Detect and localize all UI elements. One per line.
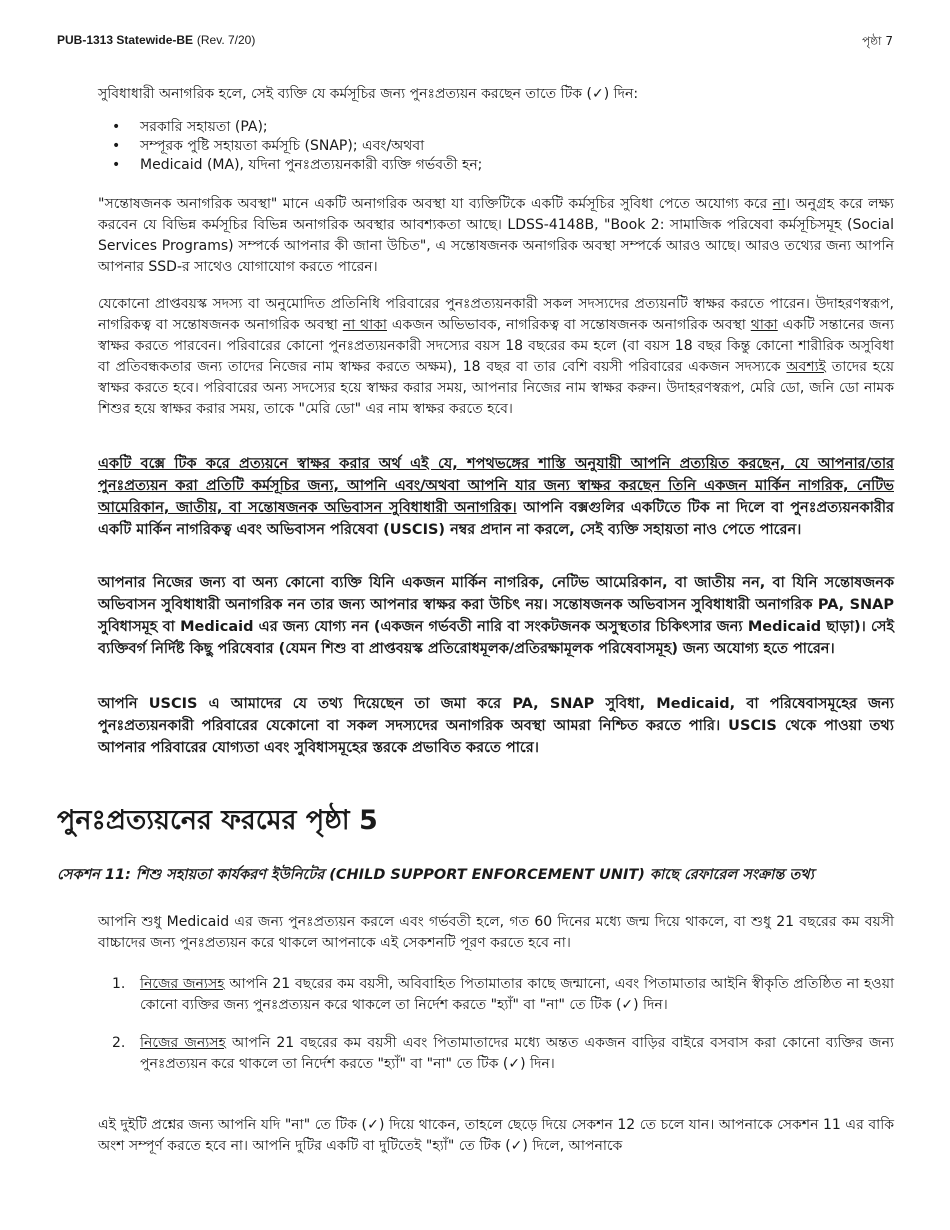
- question-text: আপনি 21 বছরের কম বয়সী এবং পিতামাতাদের মধ্যে অন্তত একজন বাড়ির বাইরে বসবাস করা কোনো ব্যক্তির জন্য পুনঃপ্রত্যয়ন করে থাকলে তা নির্দেশ করতে "হ্যাঁ" বা "না" তে টিক (✓) দিন।: [140, 1035, 894, 1072]
- section-11-intro-text: আপনি শুধু Medicaid এর জন্য পুনঃপ্রত্যয়ন করলে এবং গর্ভবতী হলে, গত 60 দিনের মধ্যে জন্ম দিয়ে থাকলে, বা শুধু 21 বছরের কম বয়সী বাচ্চাদের জন্য পুনঃপ্রত্যয়ন করে থাকলে আপনাকে এই সেকশনটি পূরণ করতে হবে না।: [98, 914, 894, 951]
- para1-text-a: "সন্তোষজনক অনাগরিক অবস্থা" মানে একটি অনাগরিক অবস্থা যা ব্যক্তিটিকে একটি কর্মসূচির সুবিধা পেতে অযোগ্য করে: [98, 196, 773, 212]
- section-11-intro: [98, 912, 894, 954]
- uscis-text: আপনি USCIS এ আমাদের যে তথ্য দিয়েছেন তা জমা করে PA, SNAP সুবিধা, Medicaid, বা পরিষেবাসমূহের জন্য পুনঃপ্রত্যয়নকারী পরিবারের যেকোনো বা সকল সদস্যদের অনাগরিক অবস্থা আমরা নিশ্চিত করতে পারি। USCIS থেকে পাওয়া তথ্য আপনার পরিবারের যোগ্যতা এবং সুবিধাসমূহের স্তরকে প্রভাবিত করতে পারে।: [98, 696, 894, 756]
- skip-instruction-text: এই দুইটি প্রশ্নের জন্য আপনি যদি "না" তে টিক (✓) দিয়ে থাকেন, তাহলে ছেড়ে দিয়ে সেকশন 12 তে চলে যান। আপনাকে সেকশন 11 এর বাকি অংশ সম্পূর্ণ করতে হবে না। আপনি দুটির একটি বা দুটিতেই "হ্যাঁ" তে টিক (✓) দিলে, আপনাকে: [98, 1117, 894, 1154]
- uscis-paragraph: [98, 693, 894, 759]
- program-item-pa: • সরকারি সহায়তা (PA);: [112, 118, 482, 137]
- para1-text-b: । অনুগ্রহ করে লক্ষ্য করবেন যে বিভিন্ন কর্মসূচির বিভিন্ন অনাগরিক অবস্থার আবশ্যকতা আছে। LDSS-4148B, "Book 2: সামাজিক পরিষেবা কর্মসূচিসমূহ (Social Services Programs) সম্পর্কে আপনার কী জানা উচিত", এ সন্তোষজনক অনাগরিক অবস্থা সম্পর্কে আরও আছে। আরও তথ্যের জন্য আপনি আপনার SSD-র সাথেও যোগাযোগ করতে পারেন।: [98, 196, 894, 275]
- para2-underlined-1: না থাকা: [342, 317, 387, 333]
- question-underlined: নিজের জন্যসহ: [140, 976, 225, 992]
- para2-underlined-2: থাকা: [750, 317, 778, 333]
- question-1: [112, 974, 894, 1016]
- question-list: [112, 974, 894, 1075]
- intro-text: [98, 84, 894, 105]
- question-number: 2.: [112, 1035, 126, 1051]
- perjury-rest: আপনি বক্সগুলির একটিতে টিক না দিলে বা পুনঃপ্রত্যয়নকারীর একটি মার্কিন নাগরিকত্ব এবং অভিবাসন পরিষেবা (USCIS) নম্বর প্রদান না করলে, সেই ব্যক্তি সহায়তা নাও পেতে পারেন।: [98, 500, 894, 538]
- para2-text-d: তাদের হয়ে স্বাক্ষর করতে হবে। পরিবারের অন্য সদস্যের হয়ে স্বাক্ষর করার সময়, আপনার নিজের নাম স্বাক্ষর করুন। উদাহরণস্বরূপ, মেরি ডো, জনি ডো নামক শিশুর হয়ে স্বাক্ষর করার সময়, তাকে "মেরি ডো" এর নাম স্বাক্ষর করতে হবে।: [98, 359, 894, 417]
- program-list: [112, 118, 482, 175]
- immigration-text: আপনার নিজের জন্য বা অন্য কোনো ব্যক্তি যিনি একজন মার্কিন নাগরিক, নেটিভ আমেরিকান, বা জাতীয় নন, বা যিনি সন্তোষজনক অভিবাসন সুবিধাধারী অনাগরিক নন তার জন্য আপনার স্বাক্ষর করা উচিৎ নয়। সন্তোষজনক অভিবাসন সুবিধাধারী অনাগরিক PA, SNAP সুবিধাসমূহ বা Medicaid এর জন্য যোগ্য নন (একজন গর্ভবতী নারি বা সংকটজনক অসুস্থতার চিকিৎসার জন্য Medicaid ছাড়া)। সেই ব্যক্তিবর্গ নির্দিষ্ট কিছু পরিষেবার (যেমন শিশু বা প্রাপ্তবয়স্ক প্রতিরোধমূলক/প্রতিরক্ষামূলক পরিষেবাসমূহ) জন্য অযোগ্য হতে পারেন।: [98, 575, 894, 657]
- immigration-paragraph: [98, 572, 894, 660]
- program-item-snap: • সম্পূরক পুষ্টি সহায়তা কর্মসূচি (SNAP); এবং/অথবা: [112, 137, 482, 156]
- page-header: [57, 33, 893, 53]
- question-2: [112, 1033, 894, 1075]
- page-number: পৃষ্ঠা 7: [862, 34, 893, 48]
- page-heading: পুনঃপ্রত্যয়নের ফরমের পৃষ্ঠা 5: [57, 805, 378, 836]
- perjury-underlined-statement: একটি বক্সে টিক করে প্রত্যয়নে স্বাক্ষর করার অর্থ এই যে, শপথভঙ্গের শাস্তি অনুযায়ী আপনি প্রত্যয়িত করছেন, যে আপনার/তার পুনঃপ্রত্যয়ন করা প্রতিটি কর্মসূচির জন্য, আপনি এবং/অথবা আপনি যার জন্য স্বাক্ষর করছেন তিনি একজন মার্কিন নাগরিক, নেটিভ আমেরিকান, জাতীয়, বা সন্তোষজনক অভিবাসন সুবিধাধারী অনাগরিক।: [98, 456, 894, 516]
- para2-underlined-3: অবশ্যই: [786, 359, 826, 375]
- perjury-paragraph: [98, 453, 894, 541]
- signing-paragraph: [98, 294, 894, 420]
- satisfactory-status-paragraph: [98, 194, 894, 278]
- question-text: আপনি 21 বছরের কম বয়সী, অবিবাহিত পিতামাতার কাছে জন্মানো, এবং পিতামাতার আইনি স্বীকৃতি প্রতিষ্ঠিত না হওয়া কোনো ব্যক্তির জন্য পুনঃপ্রত্যয়ন করে থাকলে তা নির্দেশ করতে "হ্যাঁ" বা "না" তে টিক (✓) দিন।: [140, 976, 895, 1013]
- para2-text-a: যেকোনো প্রাপ্তবয়স্ক সদস্য বা অনুমোদিত প্রতিনিধি পরিবারের পুনঃপ্রত্যয়নকারী সকল সদস্যদের প্রত্যয়নটি স্বাক্ষর করতে পারেন। উদাহরণস্বরূপ, নাগরিকত্ব বা সন্তোষজনক অনাগরিক অবস্থা: [98, 296, 894, 333]
- question-number: 1.: [112, 976, 126, 992]
- para2-text-b: একজন অভিভাবক, নাগরিকত্ব বা সন্তোষজনক অনাগরিক অবস্থা: [387, 317, 751, 333]
- form-code: PUB-1313 Statewide-BE: [57, 33, 194, 47]
- para1-underlined: না: [772, 196, 786, 212]
- intro-line: সুবিধাধারী অনাগরিক হলে, সেই ব্যক্তি যে কর্মসূচির জন্য পুনঃপ্রত্যয়ন করছেন তাতে টিক (✓) দিন:: [98, 86, 639, 102]
- section-11-heading: সেকশন 11: শিশু সহায়তা কার্যকরণ ইউনিটের (CHILD SUPPORT ENFORCEMENT UNIT) কাছে রেফারেল সংক্রান্ত তথ্য: [57, 867, 814, 883]
- form-revision: (Rev. 7/20): [196, 33, 256, 47]
- skip-instruction: [98, 1115, 894, 1157]
- question-underlined: নিজের জন্যসহ: [140, 1035, 226, 1051]
- para2-text-c: একটি সন্তানের জন্য স্বাক্ষর করতে পারবেন। পরিবারের কোনো পুনঃপ্রত্যয়নকারী সদস্যের বয়স 18 বছরের কম হলে (বা বয়স 18 বছর কিন্তু কোনো শারীরিক অসুবিধা বা প্রতিবন্ধকতার জন্য তাদের নিজের নাম স্বাক্ষর করতে অক্ষম), 18 বছর বা তার বেশি বয়সী পরিবারের একজন সদস্যকে: [98, 317, 895, 375]
- program-item-medicaid: • Medicaid (MA), যদিনা পুনঃপ্রত্যয়নকারী ব্যক্তি গর্ভবতী হন;: [112, 156, 482, 175]
